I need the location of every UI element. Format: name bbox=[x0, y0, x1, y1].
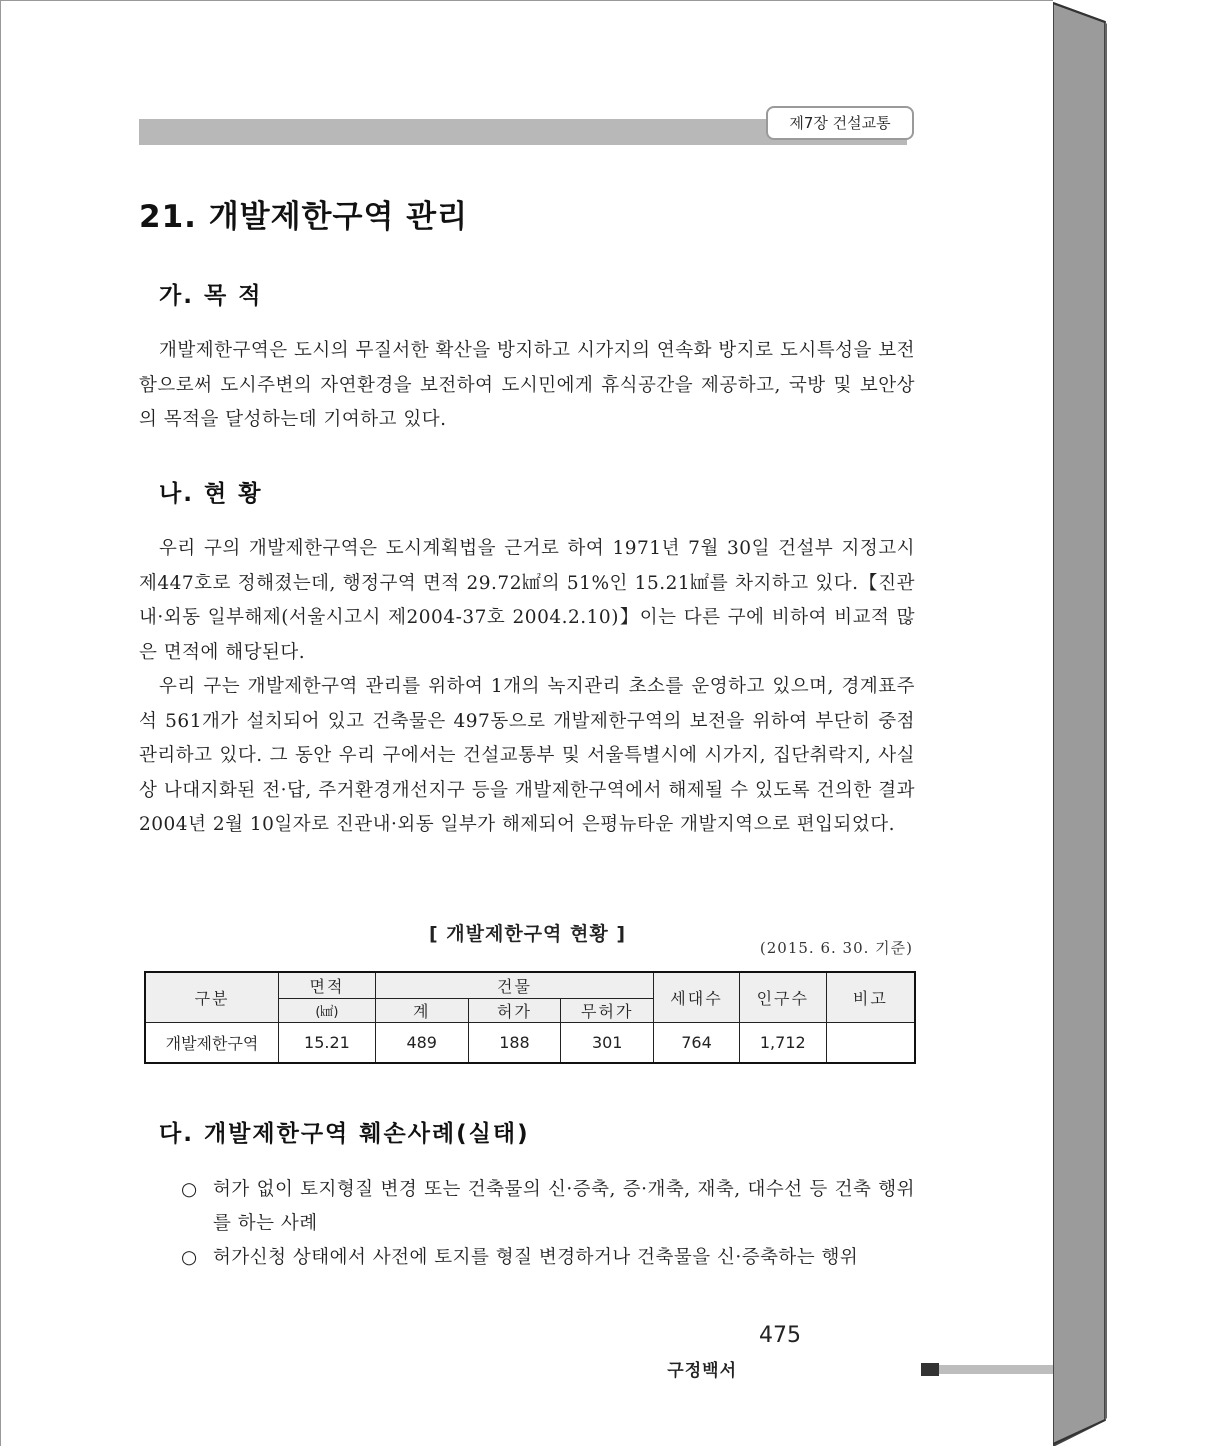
header-population: 인구수 bbox=[739, 972, 826, 1022]
book-spine bbox=[1053, 0, 1213, 1446]
purpose-text: 개발제한구역은 도시의 무질서한 확산을 방지하고 시가지의 연속화 방지로 도시특성을 보전함으로써 도시주변의 자연환경을 보전하여 도시민에게 휴식공간을 제공하고, 국방 및 보안상의 목적을 달성하는데 기여하고 있다. bbox=[139, 340, 915, 430]
header-permitted: 허가 bbox=[468, 998, 561, 1022]
cell-area: 15.21 bbox=[279, 1022, 376, 1063]
book-title: 구정백서 bbox=[667, 1361, 737, 1381]
status-text-2: 우리 구는 개발제한구역 관리를 위하여 1개의 녹지관리 초소를 운영하고 있으며, 경계표주석 561개가 설치되어 있고 건축물은 497동으로 개발제한구역의 보전을 위하여 부단히 중점 관리하고 있다. 그 동안 우리 구에서는 건설교통부 및 서울특별시에 시가지, 집단취락지, 사실상 나대지화된 전·답, 주거환경개선지구 등을 개발제한구역에서 해제될 수 있도록 건의한 결과 2004년 2월 10일자로 진관내·외동 일부가 해제되어 은평뉴타운 개발지역으로 편입되었다. bbox=[139, 676, 915, 835]
bullet-text-2: 허가신청 상태에서 사전에 토지를 형질 변경하거나 건축물을 신·증축하는 행위 bbox=[213, 1247, 859, 1268]
status-paragraphs bbox=[139, 532, 915, 843]
table-title: [ 개발제한구역 현황 ] bbox=[428, 923, 627, 945]
page-number: 475 bbox=[759, 1323, 801, 1348]
cell-category: 개발제한구역 bbox=[145, 1022, 279, 1063]
damage-bullet-list bbox=[181, 1173, 915, 1275]
header-area-unit: (㎢) bbox=[279, 998, 376, 1022]
header-total: 계 bbox=[375, 998, 468, 1022]
table-date-note: (2015. 6. 30. 기준) bbox=[759, 939, 913, 957]
list-item bbox=[181, 1241, 915, 1275]
cell-households: 764 bbox=[654, 1022, 740, 1063]
bullet-circle-icon: ○ bbox=[181, 1247, 198, 1268]
header-buildings: 건물 bbox=[375, 972, 653, 998]
cell-unpermitted: 301 bbox=[561, 1022, 654, 1063]
page-title: 21. 개발제한구역 관리 bbox=[139, 199, 469, 235]
header-households: 세대수 bbox=[654, 972, 740, 1022]
bullet-circle-icon: ○ bbox=[181, 1179, 198, 1200]
cell-total: 489 bbox=[375, 1022, 468, 1063]
cell-population: 1,712 bbox=[739, 1022, 826, 1063]
footer-square bbox=[921, 1363, 939, 1376]
header-unpermitted: 무허가 bbox=[561, 998, 654, 1022]
header-remarks: 비고 bbox=[826, 972, 915, 1022]
cell-remarks bbox=[826, 1022, 915, 1063]
header-area: 면적 bbox=[279, 972, 376, 998]
header-category: 구분 bbox=[145, 972, 279, 1022]
chapter-tag: 제7장 건설교통 bbox=[766, 106, 914, 140]
footer-bar bbox=[939, 1365, 1054, 1374]
status-text-1: 우리 구의 개발제한구역은 도시계획법을 근거로 하여 1971년 7월 30일 건설부 지정고시 제447호로 정해졌는데, 행정구역 면적 29.72㎢의 51%인 15.21㎢를 차지하고 있다.【진관내·외동 일부해제(서울시고시 제2004-37호 2004.2.10)】이는 다른 구에 비하여 비교적 많은 면적에 해당된다. bbox=[139, 538, 915, 663]
section-heading-status: 나. 현 황 bbox=[159, 481, 263, 507]
bullet-text-1: 허가 없이 토지형질 변경 또는 건축물의 신·증축, 증·개축, 재축, 대수선 등 건축 행위를 하는 사례 bbox=[213, 1179, 915, 1234]
list-item bbox=[181, 1173, 915, 1241]
cell-permitted: 188 bbox=[468, 1022, 561, 1063]
section-heading-damage: 다. 개발제한구역 훼손사례(실태) bbox=[159, 1121, 530, 1147]
table-row bbox=[145, 1022, 915, 1063]
purpose-paragraph bbox=[139, 334, 915, 438]
status-table bbox=[144, 971, 916, 1064]
section-heading-purpose: 가. 목 적 bbox=[159, 283, 263, 309]
